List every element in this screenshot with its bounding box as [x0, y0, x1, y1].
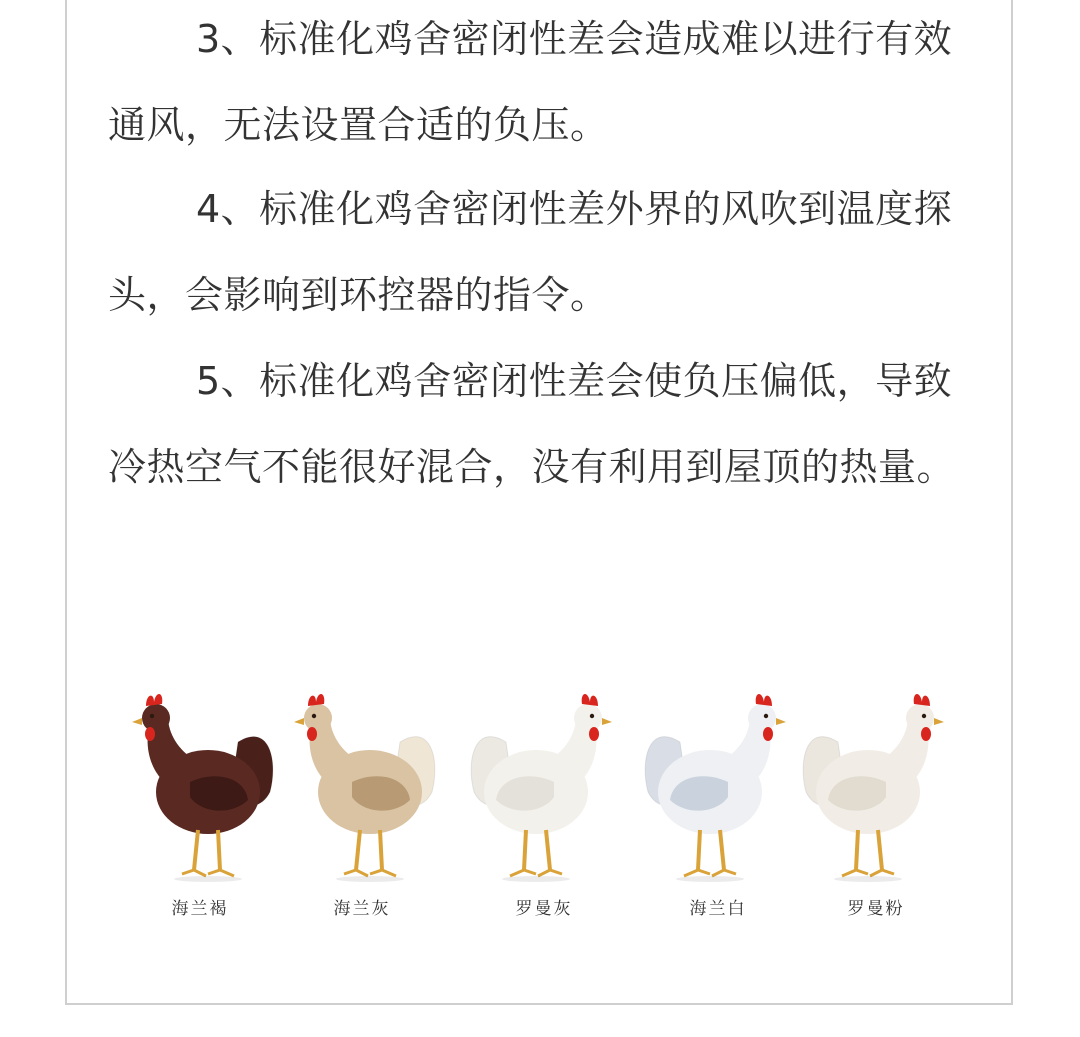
hen-leg: [856, 830, 858, 870]
breed-label: 罗曼粉: [847, 899, 905, 919]
cream-hen-icon: [796, 682, 956, 887]
hen-wattle: [763, 727, 773, 741]
hen-leg: [546, 830, 550, 870]
hen-head: [906, 704, 934, 732]
hen-head: [304, 704, 332, 732]
hen-foot: [712, 870, 736, 876]
hen-eye: [312, 714, 316, 718]
hen-wattle: [145, 727, 155, 741]
hen-figure: [803, 694, 944, 882]
breed-item: [796, 682, 956, 927]
hen-wattle: [307, 727, 317, 741]
hen-foot: [370, 870, 396, 876]
hen-shadow: [676, 876, 744, 882]
hen-foot: [842, 870, 868, 876]
hen-foot: [538, 870, 562, 876]
brown-hen-icon: [120, 682, 280, 887]
breed-item: [464, 682, 624, 927]
hen-shadow: [336, 876, 404, 882]
hen-comb: [914, 694, 930, 706]
hen-leg: [380, 830, 382, 870]
hen-beak: [294, 718, 304, 725]
hen-leg: [194, 830, 198, 870]
hen-foot: [182, 870, 206, 876]
hen-foot: [870, 870, 894, 876]
hen-leg: [878, 830, 882, 870]
hen-leg: [524, 830, 526, 870]
hen-wattle: [589, 727, 599, 741]
hen-leg: [218, 830, 220, 870]
breed-item: [638, 682, 798, 927]
hen-beak: [602, 718, 612, 725]
hen-figure: [471, 694, 612, 882]
hen-head: [748, 704, 776, 732]
buff-hen-icon: [282, 682, 442, 887]
hen-comb: [582, 694, 598, 706]
hen-head: [574, 704, 602, 732]
hen-foot: [344, 870, 368, 876]
hen-comb: [756, 694, 772, 706]
hen-figure: [645, 694, 786, 882]
breed-label: 海兰褐: [171, 899, 229, 919]
hen-beak: [934, 718, 944, 725]
hen-beak: [132, 718, 142, 725]
hen-head: [142, 704, 170, 732]
hen-foot: [510, 870, 536, 876]
hen-eye: [922, 714, 926, 718]
paragraph-3: 3、标准化鸡舍密闭性差会造成难以进行有效通风，无法设置合适的负压。: [108, 17, 953, 147]
hen-shadow: [174, 876, 242, 882]
breed-label: 罗曼灰: [515, 899, 573, 919]
hen-leg: [698, 830, 700, 870]
hen-foot: [208, 870, 234, 876]
breed-image-row: [120, 682, 960, 927]
hen-comb: [146, 694, 162, 706]
breed-item: [120, 682, 280, 927]
hen-shadow: [834, 876, 902, 882]
hen-eye: [590, 714, 594, 718]
white-hen-icon: [464, 682, 624, 887]
white-grey-hen-icon: [638, 682, 798, 887]
hen-eye: [764, 714, 768, 718]
hen-wattle: [921, 727, 931, 741]
breed-label: 海兰灰: [333, 899, 391, 919]
hen-figure: [132, 694, 273, 882]
paragraph-4: 4、标准化鸡舍密闭性差外界的风吹到温度探头，会影响到环控器的指令。: [108, 187, 953, 317]
hen-eye: [150, 714, 154, 718]
hen-figure: [294, 694, 435, 882]
hen-foot: [684, 870, 710, 876]
breed-item: [282, 682, 442, 927]
paragraph-5: 5、标准化鸡舍密闭性差会使负压偏低，导致冷热空气不能很好混合，没有利用到屋顶的热量。: [108, 359, 956, 489]
hen-leg: [720, 830, 724, 870]
hen-shadow: [502, 876, 570, 882]
hen-comb: [308, 694, 324, 706]
hen-beak: [776, 718, 786, 725]
hen-leg: [356, 830, 360, 870]
breed-label: 海兰白: [689, 899, 747, 919]
